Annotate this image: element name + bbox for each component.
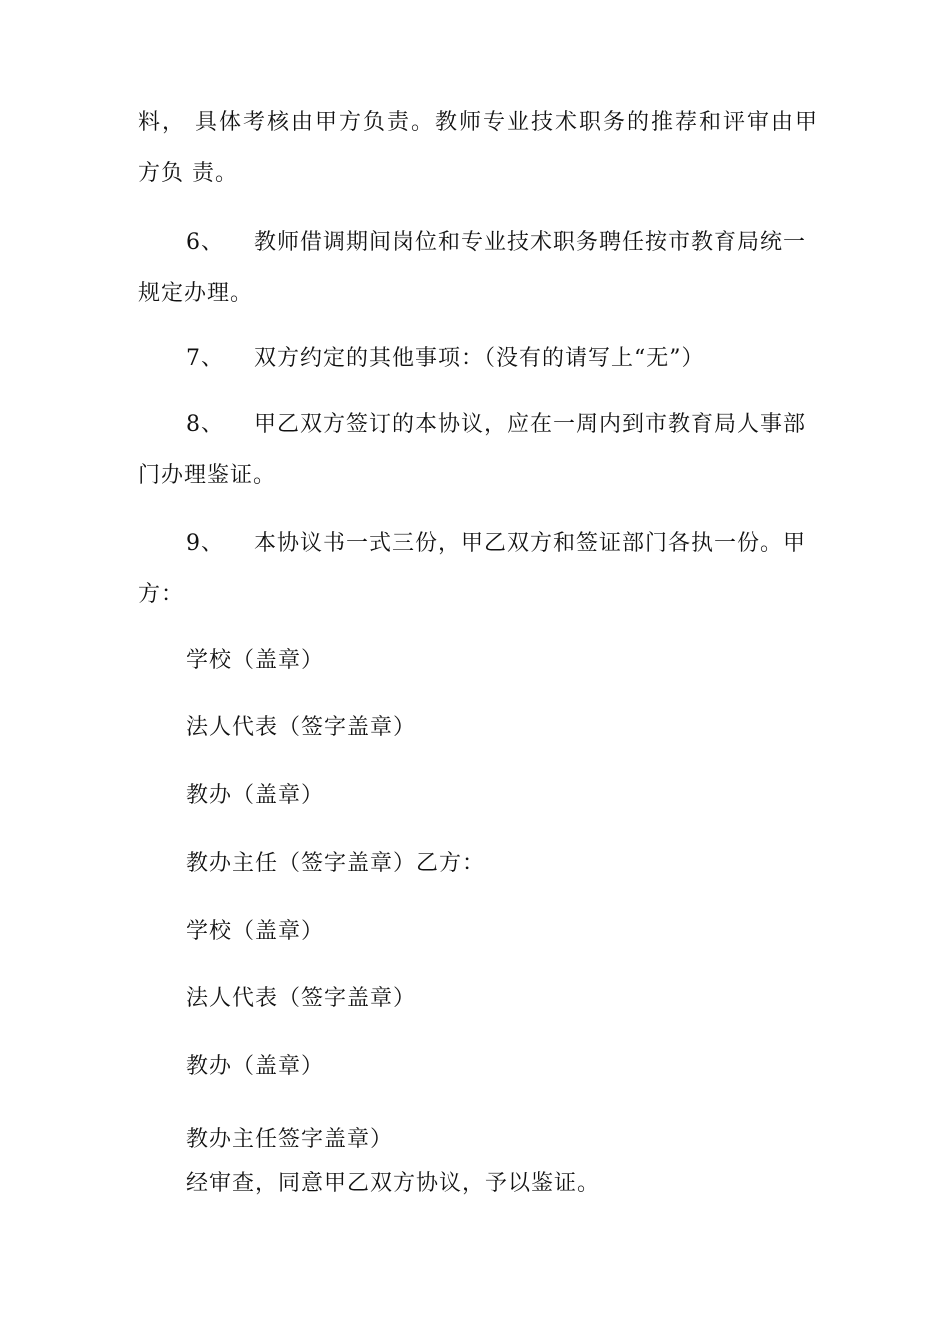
text-line: 法人代表（签字盖章）	[186, 715, 417, 740]
signature-line	[186, 917, 324, 947]
text-line: 法人代表（签字盖章）	[186, 986, 417, 1011]
signature-line	[186, 1125, 393, 1155]
item-number: 6、	[186, 230, 224, 255]
list-item-8	[186, 410, 806, 440]
signature-line	[186, 984, 416, 1014]
text-line: 规定办理。	[138, 281, 254, 306]
paragraph-line	[138, 279, 253, 309]
list-item-7	[186, 344, 705, 374]
item-text: 双方约定的其他事项：（没有的请写上“无”）	[254, 346, 705, 371]
item-text: 教师借调期间岗位和专业技术职务聘任按市教育局统一	[254, 230, 807, 255]
text-line: 经审查，同意甲乙双方协议，予以鉴证。	[186, 1171, 601, 1196]
item-number: 8、	[186, 412, 224, 437]
signature-line	[186, 646, 324, 676]
text-line: 方负 责。	[138, 161, 238, 186]
signature-line	[186, 1052, 324, 1082]
text-line: 教办（盖章）	[186, 783, 325, 808]
list-item-9	[186, 529, 806, 559]
verification-line	[186, 1169, 600, 1199]
item-text: 本协议书一式三份，甲乙双方和签证部门各执一份。甲	[254, 531, 807, 556]
text-line: 学校（盖章）	[186, 648, 325, 673]
paragraph-line	[138, 461, 276, 491]
text-line: 学校（盖章）	[186, 919, 325, 944]
list-item-6	[186, 228, 806, 258]
text-line: 教办主任（签字盖章）乙方：	[186, 851, 486, 876]
signature-line	[186, 781, 324, 811]
paragraph-line	[138, 580, 184, 610]
item-text: 甲乙双方签订的本协议，应在一周内到市教育局人事部	[254, 412, 807, 437]
text-line: 方：	[138, 582, 185, 607]
item-number: 9、	[186, 531, 224, 556]
item-number: 7、	[186, 346, 224, 371]
signature-line	[186, 849, 485, 879]
text-line: 教办主任签字盖章）	[186, 1127, 394, 1152]
paragraph-line	[138, 159, 238, 189]
signature-line	[186, 713, 416, 743]
text-line: 料， 具体考核由甲方负责。教师专业技术职务的推荐和评审由甲	[138, 110, 818, 135]
text-line: 教办（盖章）	[186, 1054, 325, 1079]
text-line: 门办理鉴证。	[138, 463, 277, 488]
paragraph-line	[138, 108, 818, 138]
